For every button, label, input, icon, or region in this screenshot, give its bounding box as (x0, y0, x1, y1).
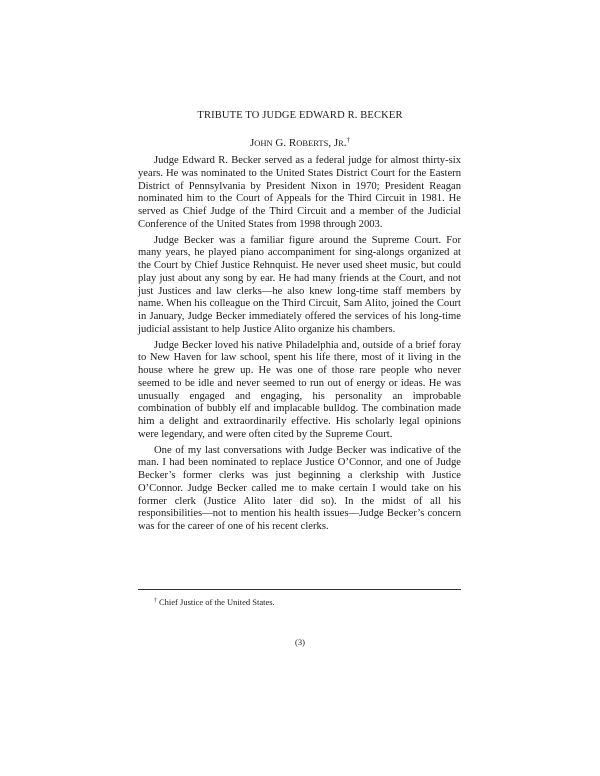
author-suffix-rest: R (338, 138, 344, 148)
author-footnote-mark: † (346, 136, 351, 144)
author-suffix-end: . (343, 137, 347, 149)
author-byline (0, 136, 600, 149)
footnote-text: Chief Justice of the United States. (159, 597, 275, 607)
page-number: (3) (295, 637, 305, 647)
author-last-cap: R (288, 137, 297, 149)
author-first-cap: J (249, 137, 255, 149)
body-paragraph: One of my last conversations with Judge Becker was indicative of the man. I had been nominated to replace Justice O’Connor, and one of Judge Becker’s former clerks was just beginning a clerkship with Justice O’Connor. Judge Becker called me to make certain I would take on his former clerk (Justice Alito later did so). In the midst of all his responsibilities—not to mention his health issues—Judge Becker’s concern was for the career of one of his recent clerks. (138, 444, 461, 532)
footnote-divider (138, 589, 461, 590)
article-title: TRIBUTE TO JUDGE EDWARD R. BECKER (197, 110, 403, 121)
author-last-rest: OBERTS (296, 138, 329, 148)
body-paragraph: Judge Becker loved his native Philadelphia and, outside of a brief foray to New Haven for law school, spent his life there, most of it living in the house where he grew up. He was one of those rare people who never seemed to be idle and never seemed to run out of energy or ideas. He was unusually engaged and engaging, his personality an improbable combination of bubbly elf and implacable bulldog. The combination made him a delight and extraordinarily effective. His scholarly legal opinions were legendary, and were often cited by the Supreme Court. (138, 339, 461, 440)
author-first-rest: OHN (254, 138, 273, 148)
author-middle: G. (272, 137, 289, 149)
author-suffix-sep: , (328, 137, 334, 149)
author-suffix-cap: J (333, 137, 339, 149)
body-paragraph: Judge Becker was a familiar figure around the Supreme Court. For many years, he played piano accompaniment for sing-alongs organized at the Court by Chief Justice Rehnquist. He never used sheet music, but could play just about any song by ear. He had many friends at the Court, and not just Justices and law clerks—he also knew long-time staff members by name. When his colleague on the Third Circuit, Sam Alito, joined the Court in January, Judge Becker immediately offered the services of his long-time judicial assistant to help Justice Alito organize his chambers. (138, 234, 461, 335)
body-paragraph: Judge Edward R. Becker served as a federal judge for almost thirty-six years. He was nominated to the United States District Court for the Eastern District of Pennsylvania by President Nixon in 1970; President Reagan nominated him to the Court of Appeals for the Third Circuit in 1981. He served as Chief Judge of the Third Circuit and a member of the Judicial Conference of the United States from 1998 through 2003. (138, 155, 461, 230)
footnote-mark: † (154, 598, 157, 604)
footnote (154, 597, 275, 607)
article-body (138, 155, 461, 537)
